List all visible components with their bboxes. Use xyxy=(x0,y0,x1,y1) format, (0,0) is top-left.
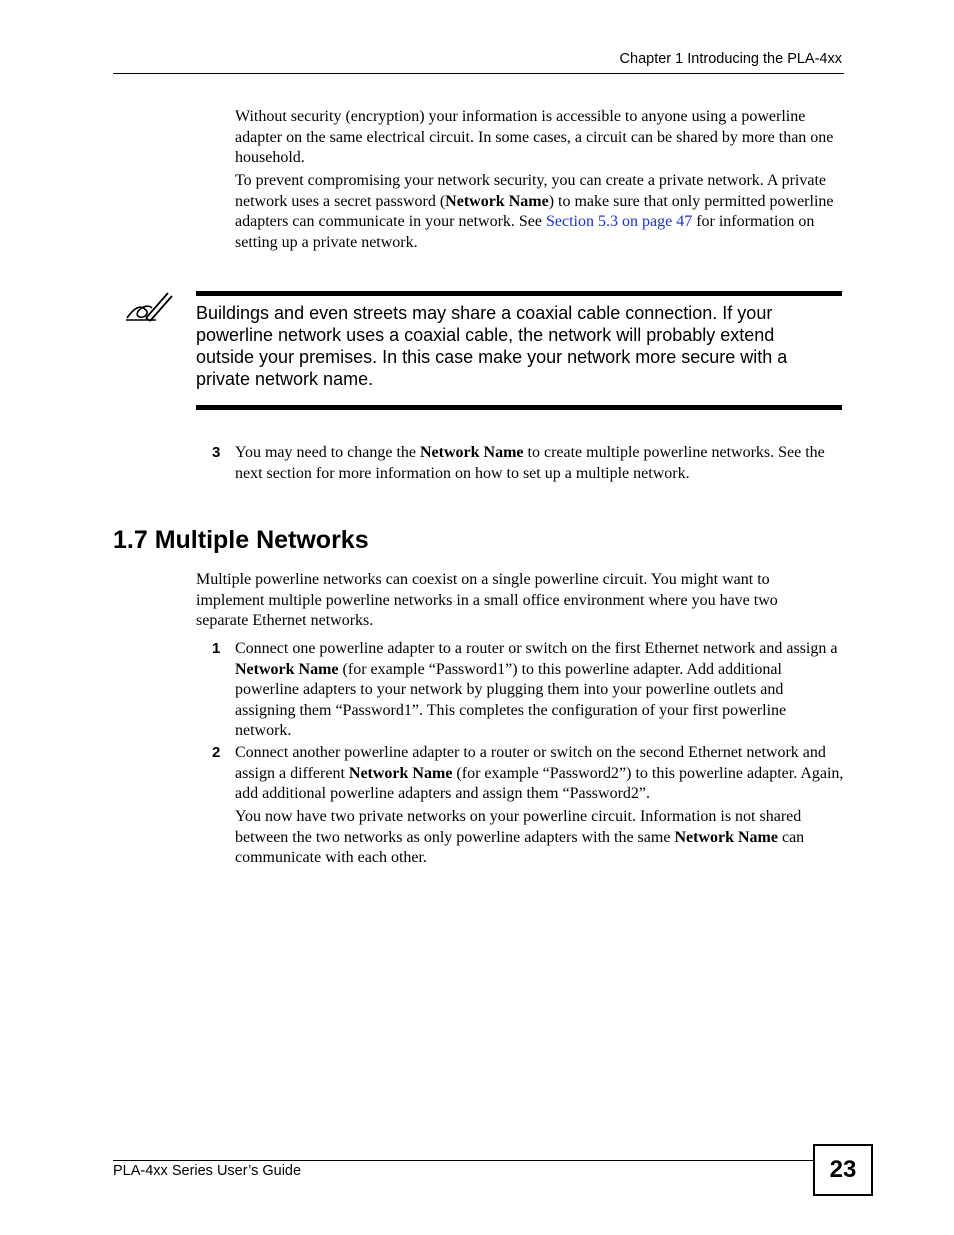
intro-paragraph-2: To prevent compromising your network security, you can create a private network. A private network uses a secret password (Network Name) to make sure that only permitted powerline adapters can communicate in your network. See Section 5.3 on page 47 for information on setting up a private network. xyxy=(235,172,834,251)
network-name-term: Network Name xyxy=(235,660,339,678)
page-number: 23 xyxy=(813,1144,873,1196)
note-top-bar xyxy=(196,291,842,296)
closing-paragraph: You now have two private networks on your powerline circuit. Information is not shared between the two networks as only powerline adapters with the same Network Name can communicate with each other. xyxy=(235,808,805,866)
header-rule xyxy=(113,73,844,74)
note-text: Buildings and even streets may share a coaxial cable connection. If your powerline network uses a coaxial cable, the network will probably extend outside your premises. In this case make your network more secure with a private network name. xyxy=(196,303,788,389)
section-intro-paragraph: Multiple powerline networks can coexist on a single powerline circuit. You might want to implement multiple powerline networks in a small office environment where you have two separate Ethernet networks. xyxy=(196,571,778,629)
network-name-term: Network Name xyxy=(348,764,453,782)
section-link[interactable]: Section 5.3 on page 47 xyxy=(546,213,693,230)
pencil-note-icon xyxy=(124,290,174,326)
section-heading: 1.7 Multiple Networks xyxy=(113,526,369,554)
step-number: 2 xyxy=(212,744,221,761)
network-name-term: Network Name xyxy=(445,192,549,210)
running-header: Chapter 1 Introducing the PLA-4xx xyxy=(619,51,842,67)
network-name-term: Network Name xyxy=(420,444,524,461)
network-name-term: Network Name xyxy=(674,828,778,846)
step-3-text: You may need to change the Network Name to create multiple powerline networks. See the next section for more information on how to set up a multiple network. xyxy=(235,444,825,482)
step-number: 3 xyxy=(212,444,221,461)
footer-guide-title: PLA-4xx Series User’s Guide xyxy=(113,1163,302,1179)
step-1-text: Connect one powerline adapter to a router or switch on the first Ethernet network and assign a Network Name (for example “Password1”) to this powerline adapter. Add additional powerline adapters to your network by plugging them into your powerline outlets and assigning them “Password1”. This completes the configuration of your first powerline network. xyxy=(235,640,838,739)
step-number: 1 xyxy=(212,640,221,657)
intro-paragraph-1: Without security (encryption) your information is accessible to anyone using a powerline adapter on the same electrical circuit. In some cases, a circuit can be shared by more than one household. xyxy=(235,108,834,166)
step-2-text: Connect another powerline adapter to a router or switch on the second Ethernet network and assign a different Network Name (for example “Password2”) to this powerline adapter. Again, add additional powerline adapters and assign them “Password2”. xyxy=(235,744,844,802)
note-bottom-bar xyxy=(196,405,842,410)
